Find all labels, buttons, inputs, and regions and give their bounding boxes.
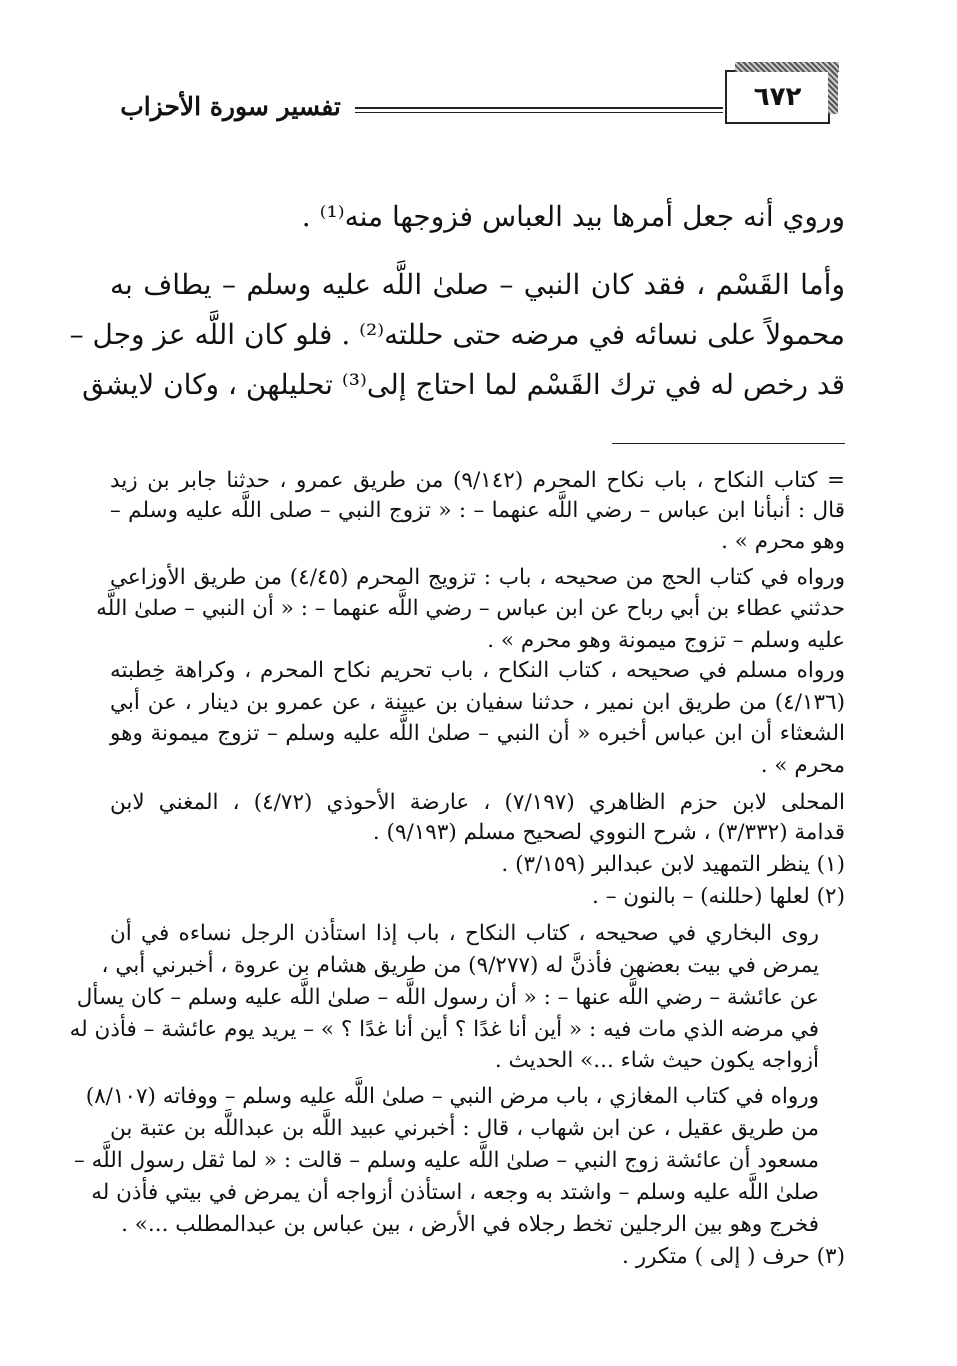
footnote-divider	[612, 443, 845, 444]
footnote-line: ورواه في كتاب المغازي ، باب مرض النبي – صلىٰ اللَّه عليه وسلم – ووفاته (٨/١٠٧)	[85, 1084, 819, 1109]
footnote-line: قدامة (٣/٣٣٢) ، شرح النووي لصحيح مسلم (٩/١٩٣) .	[372, 820, 845, 845]
footnote-line: أزواجه يكون حيث شاء ...» الحديث .	[494, 1048, 819, 1073]
footnote-line: روى البخاري في صحيحه ، كتاب النكاح ، باب إذا استأذن الرجل نساءه في أن	[110, 921, 819, 946]
footnote-line: الشعثاء أن ابن عباس أخبره « أن النبي – صلىٰ اللَّه عليه وسلم – تزوج ميمونة وهو	[110, 721, 845, 746]
running-title: تفسير سورة الأحزاب	[120, 92, 341, 121]
page-number: ٦٧٢	[725, 70, 830, 124]
footnote-line: عليه وسلم – تزوج ميمونة وهو محرم » .	[487, 628, 845, 653]
footnote-line: صلىٰ اللَّه عليه وسلم – واشتد به وجعه ، استأذن أزواجه أن يمرض في بيتي فأذن له	[91, 1180, 819, 1205]
footnote-line: في مرضه الذي مات فيه : « أين أنا غدًا ؟ أين أنا غدًا ؟ » – يريد يوم عائشة – فأذن له	[69, 1017, 819, 1042]
footnote-1: (١) ينظر التمهيد لابن عبدالبر (٣/١٥٩) .	[501, 852, 845, 877]
footnote-line: وهو محرم » .	[721, 529, 845, 554]
footnote-line: (٤/١٣٦) من طريق ابن نمير ، حدثنا سفيان بن عيينة ، عن عمرو بن دينار ، عن أبي	[110, 690, 845, 715]
footnote-3: (٣) حرف ( إلى ) متكرر .	[622, 1244, 845, 1269]
footnote-line: حدثني عطاء بن أبي رباح عن ابن عباس – رضي اللَّه عنهما – : « أن النبي – صلىٰ اللَّه	[96, 596, 845, 621]
footnote-line: محرم » .	[760, 753, 845, 778]
footnote-line: مسعود أن عائشة زوج النبي – صلىٰ اللَّه عليه وسلم – قالت : « لما ثقل رسول اللَّه –	[73, 1148, 819, 1173]
footnote-line: فخرج وهو بين الرجلين تخط رجلاه في الأرض ، بين عباس بن عبدالمطلب ...» .	[121, 1212, 819, 1237]
body-line-3: محمولاً على نسائه في مرضه حتى حللته⁽²⁾ . فلو كان اللَّه عز وجل –	[69, 318, 845, 351]
footnote-line: ورواه في كتاب الحج من صحيحه ، باب : تزويج المحرم (٤/٤٥) من طريق الأوزاعي	[110, 565, 845, 590]
footnote-line: يمرض في بيت بعضهن فأذنَّ له (٩/٢٧٧) من طريق هشام بن عروة ، أخبرني أبي ،	[101, 953, 819, 978]
footnote-line: من طريق عقيل ، عن ابن شهاب ، قال : أخبرني عبيد اللَّه بن عبداللَّه بن عتبة بن	[110, 1116, 819, 1141]
footnote-line: عن عائشة – رضي اللَّه عنها – : « أن رسول اللَّه – صلىٰ اللَّه عليه وسلم – كان يسأل	[76, 985, 819, 1010]
footnote-line: ورواه مسلم في صحيحه ، كتاب النكاح ، باب تحريم نكاح المحرم ، وكراهة خِطبته	[110, 658, 845, 683]
footnote-line: المحلى لابن حزم الظاهري (٧/١٩٧) ، عارضة الأحوذي (٤/٧٢) ، المغني لابن	[110, 790, 845, 815]
body-line-2: وأما القَسْم ، فقد كان النبي – صلىٰ اللَّه عليه وسلم – يطاف به	[110, 268, 845, 301]
footnote-2: (٢) لعلها (حللنه) – بالنون – .	[592, 884, 845, 909]
footnote-line: قال : أنبأنا ابن عباس – رضي اللَّه عنهما – : « تزوج النبي – صلى اللَّه عليه وسلم –	[110, 498, 845, 523]
header-rule	[355, 107, 723, 113]
body-line-4: قد رخص له في ترك القَسْم لما احتاج إلى⁽³⁾ تحليلهن ، وكان لايشق	[82, 368, 845, 401]
footnote-line: = كتاب النكاح ، باب نكاح المحرم (٩/١٤٢) من طريق عمرو ، حدثنا جابر بن زيد	[110, 468, 845, 493]
body-line-1: وروي أنه جعل أمرها بيد العباس فزوجها منه⁽¹⁾ .	[301, 200, 845, 233]
